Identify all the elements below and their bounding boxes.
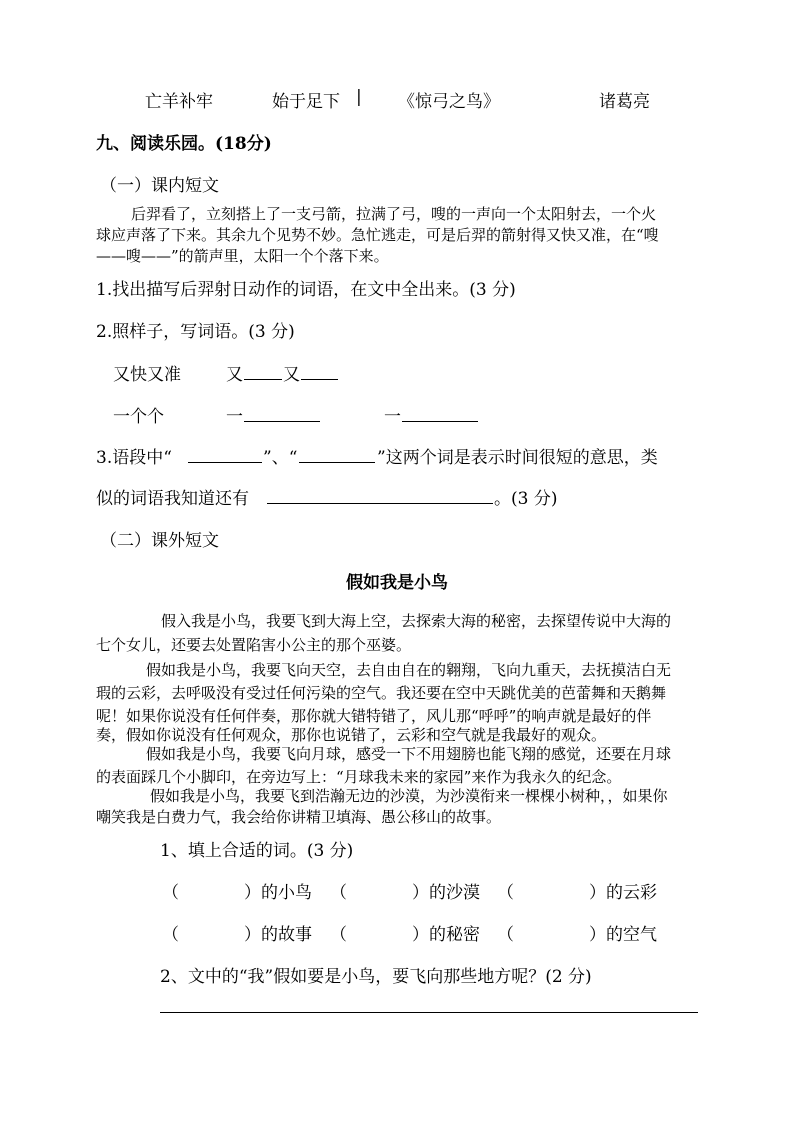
fill-1-suffix: ）的小鸟: [244, 883, 312, 903]
story-p2-line2: 瑕的云彩，去呼吸没有受过任何污染的空气。我还要在空中天跳优美的芭蕾舞和天鹅舞: [96, 684, 667, 702]
fill-4-open: （: [162, 925, 179, 945]
top-word-4: 诸葛亮: [599, 92, 650, 112]
q2-example-2-char-b: 一: [384, 407, 401, 427]
fill-3-suffix: ）的云彩: [589, 883, 657, 903]
top-word-3: 《惊弓之鸟》: [398, 92, 500, 112]
q2-blank-3[interactable]: [244, 421, 320, 422]
question-3-end: ”这两个词是表示时间很短的意思，类: [377, 448, 658, 468]
story-p3-line2: 的表面踩几个小脚印，在旁边写上：“月球我未来的家园”来作为我永久的纪念。: [96, 768, 622, 786]
q2-example-2: 一个个: [113, 407, 164, 427]
top-word-2: 始于足下: [272, 92, 340, 112]
story-p1-line1: 假入我是小鸟，我要飞到大海上空，去探索大海的秘密，去探望传说中大海的: [161, 612, 672, 630]
part1-paragraph-line2: 球应声落了下来。其余九个见势不妙。急忙逃走，可是后羿的箭射得又快又准，在“嗖: [96, 226, 659, 244]
top-word-1: 亡羊补牢: [145, 92, 213, 112]
part1-paragraph-line1: 后羿看了，立刻搭上了一支弓箭，拉满了弓，嗖的一声向一个太阳射去，一个火: [131, 205, 657, 223]
part2-heading: （二）课外短文: [100, 531, 219, 551]
story-question-2: 2、文中的“我”假如要是小鸟，要飞向那些地方呢？(2 分): [160, 967, 592, 987]
q2-example-1-char-a: 又: [226, 365, 243, 385]
q2-blank-4[interactable]: [402, 421, 478, 422]
fill-3-open: （: [497, 883, 514, 903]
story-p2-line4: 奏，假如你说没有任何观众，那你也说错了，云彩和空气就是我最好的观众。: [96, 726, 607, 744]
q3-blank-1[interactable]: [188, 462, 262, 463]
q3-blank-2[interactable]: [299, 462, 375, 463]
fill-1-open: （: [162, 883, 179, 903]
fill-5-open: （: [330, 925, 347, 945]
q2-example-2-char-a: 一: [226, 407, 243, 427]
part1-paragraph-line3: ——嗖——”的箭声里，太阳一个个落下来。: [96, 247, 389, 265]
q2-example-1: 又快又准: [113, 365, 181, 385]
question-3-line2-start: 似的词语我知道还有: [96, 489, 249, 509]
story-p4-line1: 假如我是小鸟，我要飞到浩瀚无边的沙漠，为沙漠衔来一棵棵小树种，，如果你: [150, 787, 668, 805]
fill-2-suffix: ）的沙漠: [412, 883, 480, 903]
question-3-mid: ”、“: [263, 448, 298, 468]
question-3-line2-end: 。(3 分): [494, 489, 558, 509]
question-1: 1.找出描写后羿射日动作的词语，在文中全出来。(3 分): [96, 280, 516, 300]
story-p3-line1: 假如我是小鸟，我要飞向月球，感受一下不用翅膀也能飞翔的感觉，还要在月球: [146, 745, 672, 763]
answer-line[interactable]: [160, 1012, 698, 1013]
question-3-start: 3.语段中“: [96, 448, 172, 468]
fill-6-open: （: [497, 925, 514, 945]
fill-5-suffix: ）的秘密: [412, 925, 480, 945]
story-p2-line3: 呢！如果你说没有任何伴奏，那你就大错特错了，风儿那“呼呼”的响声就是最好的伴: [96, 707, 652, 725]
section-title: 九、阅读乐园。(18分): [96, 134, 272, 154]
story-p2-line1: 假如我是小鸟，我要飞向天空，去自由自在的翱翔，飞向九重天，去抚摸洁白无: [146, 661, 672, 679]
q2-blank-2[interactable]: [301, 379, 338, 380]
fill-2-open: （: [330, 883, 347, 903]
story-title: 假如我是小鸟: [346, 573, 448, 593]
q2-blank-1[interactable]: [244, 379, 282, 380]
q2-example-1-char-b: 又: [283, 365, 300, 385]
part1-heading: （一）课内短文: [100, 176, 219, 196]
q3-blank-3[interactable]: [267, 503, 493, 504]
story-p1-line2: 七个女儿，还要去处置陷害小公主的那个巫婆。: [96, 636, 412, 654]
top-bar: |: [356, 87, 362, 107]
fill-4-suffix: ）的故事: [244, 925, 312, 945]
story-question-1: 1、填上合适的词。(3 分): [160, 841, 354, 861]
question-2: 2.照样子，写词语。(3 分): [96, 322, 295, 342]
fill-6-suffix: ）的空气: [589, 925, 657, 945]
story-p4-line2: 嘲笑我是白费力气，我会给你讲精卫填海、愚公移山的故事。: [96, 808, 502, 826]
